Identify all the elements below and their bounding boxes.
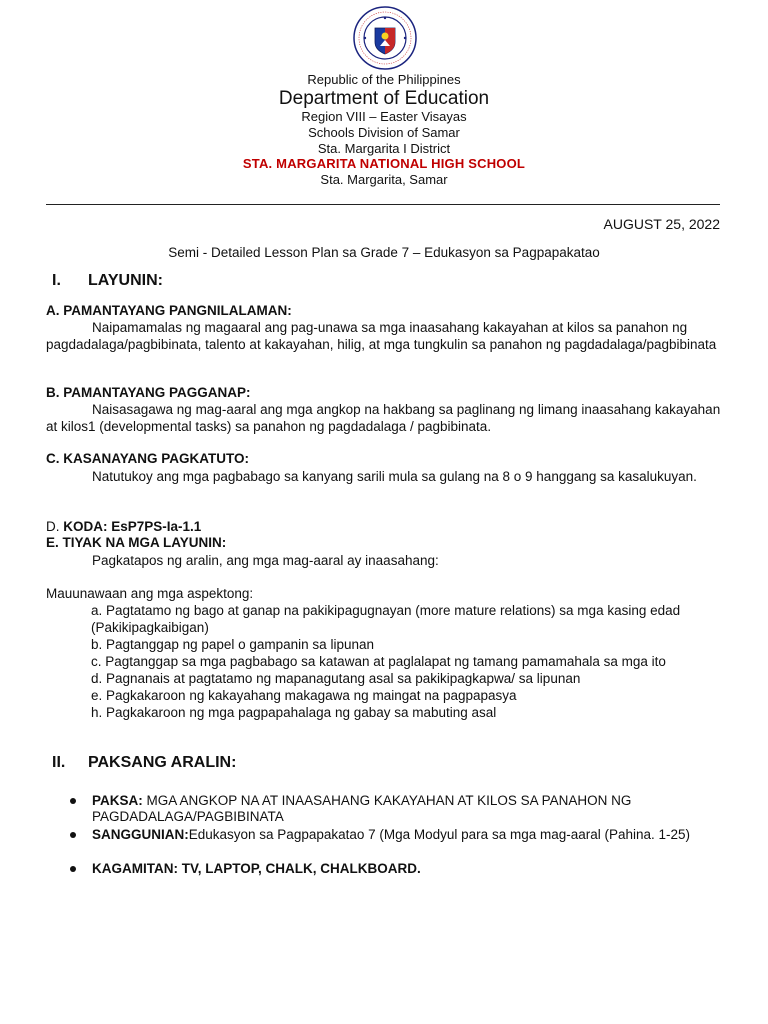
subheading-b: B. PAMANTAYANG PAGGANAP: xyxy=(46,385,251,400)
section-2-title: PAKSANG ARALIN: xyxy=(88,754,237,771)
section-1-title: LAYUNIN: xyxy=(88,272,163,289)
lesson-title: Semi - Detailed Lesson Plan sa Grade 7 – Edukasyon sa Pagpapakatao xyxy=(168,245,600,260)
district-line: Sta. Margarita I District xyxy=(317,141,451,156)
list-item: h. Pagkakaroon ng mga pagpapahalaga ng gabay sa mabuting asal xyxy=(91,705,497,720)
division-line: Schools Division of Samar xyxy=(308,125,460,140)
koda-code: KODA: EsP7PS-Ia-1.1 xyxy=(63,519,202,534)
list-item: c. Pagtanggap sa mga pagbabago sa katawan at paglalapat ng tamang pamamahala sa mga ito xyxy=(91,654,666,669)
republic-line: Republic of the Philippines xyxy=(307,72,461,87)
section-1-number: I. xyxy=(52,272,61,289)
header-divider xyxy=(46,204,720,205)
aspects-list xyxy=(91,602,731,721)
koda-prefix: D. xyxy=(46,519,64,534)
kagamitan-label: KAGAMITAN: TV, LAPTOP, CHALK, CHALKBOARD. xyxy=(92,861,421,876)
section-1-heading xyxy=(52,272,163,290)
paksa-label: PAKSA: xyxy=(92,793,143,808)
bullet-icon xyxy=(70,866,76,872)
paksa-text: MGA ANGKOP NA AT INAASAHANG KAKAYAHAN AT KILOS SA PANAHON NG PAGDADALAGA/PAGBIBINATA xyxy=(92,793,632,824)
list-item-sanggunian xyxy=(70,827,730,843)
sanggunian-text: Edukasyon sa Pagpapakatao 7 (Mga Modyul para sa mga mag-aaral (Pahina. 1-25) xyxy=(188,827,691,842)
bullet-icon xyxy=(70,832,76,838)
list-item: a. Pagtatamo ng bago at ganap na pakikipagugnayan (more mature relations) sa mga kasing edad (Pakikipagkaibigan) xyxy=(91,603,681,635)
school-name: STA. MARGARITA NATIONAL HIGH SCHOOL xyxy=(242,156,526,171)
bullet-icon xyxy=(70,798,76,804)
list-item-paksa xyxy=(70,793,730,825)
subheading-e: E. TIYAK NA MGA LAYUNIN: xyxy=(46,535,227,550)
deped-seal-icon xyxy=(353,6,417,70)
department-title: Department of Education xyxy=(278,88,490,109)
list-item: e. Pagkakaroon ng kakayahang makagawa ng maingat na pagpapasya xyxy=(91,688,517,703)
koda-line xyxy=(46,518,726,535)
lesson-date: AUGUST 25, 2022 xyxy=(603,216,720,232)
section-2-heading xyxy=(52,754,236,772)
subheading-a: A. PAMANTAYANG PANGNILALAMAN: xyxy=(46,303,292,318)
region-line: Region VIII – Easter Visayas xyxy=(301,109,467,124)
paragraph-a: Naipamamalas ng magaaral ang pag-unawa sa mga inaasahang kakayahan at kilos sa panahon ng pagdadalaga/pagbibinata, talento at kakayahan, hilig, at mga tungkulin sa panahon ng pagdadalaga/pagbibinata xyxy=(46,320,717,352)
aspects-intro: Mauunawaan ang mga aspektong: xyxy=(46,586,254,601)
subheading-c: C. KASANAYANG PAGKATUTO: xyxy=(46,451,250,466)
list-item-kagamitan xyxy=(70,861,730,877)
section-2-number: II. xyxy=(52,754,66,771)
list-item: d. Pagnanais at pagtatamo ng mapanagutang asal sa pakikipagkapwa/ sa lipunan xyxy=(91,671,581,686)
paragraph-c: Natutukoy ang mga pagbabago sa kanyang sarili mula sa gulang na 8 o 9 hanggang sa kasalukuyan. xyxy=(92,469,697,484)
sanggunian-label: SANGGUNIAN: xyxy=(92,827,189,842)
paragraph-e: Pagkatapos ng aralin, ang mga mag-aaral ay inaasahang: xyxy=(92,553,439,568)
list-item: b. Pagtanggap ng papel o gampanin sa lipunan xyxy=(91,637,374,652)
school-location: Sta. Margarita, Samar xyxy=(320,172,448,187)
paragraph-b: Naisasagawa ng mag-aaral ang mga angkop na hakbang sa paglinang ng limang inaasahang kakayahan at kilos1 (developmental tasks) sa panahon ng pagdadalaga / pagbibinata. xyxy=(46,402,721,434)
